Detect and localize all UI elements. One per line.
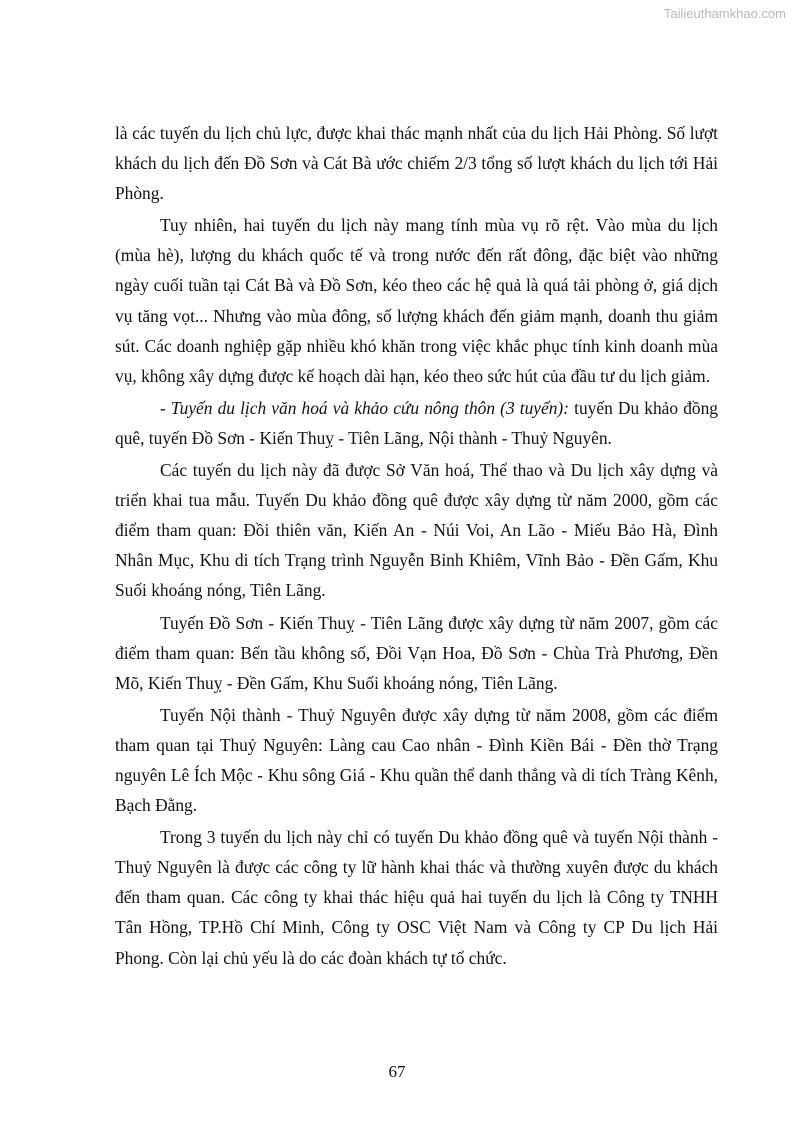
paragraph-2: Tuy nhiên, hai tuyến du lịch này mang tính mùa vụ rõ rệt. Vào mùa du lịch (mùa hè), lượng du khách quốc tế và trong nước đến rất đông, đặc biệt vào những ngày cuối tuần tại Cát Bà và Đồ Sơn, kéo theo các hệ quả là quá tải phòng ở, giá dịch vụ tăng vọt... Nhưng vào mùa đông, số lượng khách đến giảm mạnh, doanh thu giảm sút. Các doanh nghiệp gặp nhiều khó khăn trong việc khắc phục tính kinh doanh mùa vụ, không xây dựng được kế hoạch dài hạn, kéo theo sức hút của đầu tư du lịch giảm. [115,215,718,386]
paragraph-3 [115,393,718,453]
paragraph-4: Các tuyến du lịch này đã được Sở Văn hoá, Thể thao và Du lịch xây dựng và triển khai tua mẫu. Tuyến Du khảo đồng quê được xây dựng từ năm 2000, gồm các điểm tham quan: Đồi thiên văn, Kiến An - Núi Voi, An Lão - Miếu Bảo Hà, Đình Nhân Mục, Khu di tích Trạng trình Nguyễn Bỉnh Khiêm, Vĩnh Bảo - Đền Gấm, Khu Suối khoáng nóng, Tiên Lãng. [115,460,718,601]
route-heading: - Tuyến du lịch văn hoá và khảo cứu nông thôn (3 tuyến): [160,397,570,418]
paragraph-5: Tuyến Đồ Sơn - Kiến Thuỵ - Tiên Lãng được xây dựng từ năm 2007, gồm các điểm tham quan: Bến tầu không số, Đồi Vạn Hoa, Đồ Sơn - Chùa Trà Phương, Đền Mõ, Kiến Thuỵ - Đền Gấm, Khu Suối khoáng nóng, Tiên Lãng. [115,612,718,693]
paragraph-1: là các tuyến du lịch chủ lực, được khai thác mạnh nhất của du lịch Hải Phòng. Số lượt khách du lịch đến Đồ Sơn và Cát Bà ước chiếm 2/3 tổng số lượt khách du lịch tới Hải Phòng. [115,123,718,204]
page-number: 67 [388,1062,406,1081]
document-body [115,118,718,975]
paragraph-6: Tuyến Nội thành - Thuỷ Nguyên được xây dựng từ năm 2008, gồm các điểm tham quan tại Thuỷ Nguyên: Làng cau Cao nhân - Đình Kiền Bái - Đền thờ Trạng nguyên Lê Ích Mộc - Khu sông Giá - Khu quần thể danh thắng và di tích Tràng Kênh, Bạch Đằng. [115,704,718,816]
paragraph-7: Trong 3 tuyến du lịch này chỉ có tuyến Du khảo đồng quê và tuyến Nội thành - Thuỷ Nguyên là được các công ty lữ hành khai thác và thường xuyên được du khách đến tham quan. Các công ty khai thác hiệu quả hai tuyến du lịch là Công ty TNHH Tân Hồng, TP.Hồ Chí Minh, Công ty OSC Việt Nam và Công ty CP Du lịch Hải Phong. Còn lại chủ yếu là do các đoàn khách tự tổ chức. [115,827,718,968]
route-heading-text: tuyến Du khảo đồng quê, tuyến Đồ Sơn - Kiến Thuỵ - Tiên Lãng, Nội thành - Thuỷ Nguyên. [115,397,719,448]
watermark: Tailieuthamkhao.com [663,6,786,21]
